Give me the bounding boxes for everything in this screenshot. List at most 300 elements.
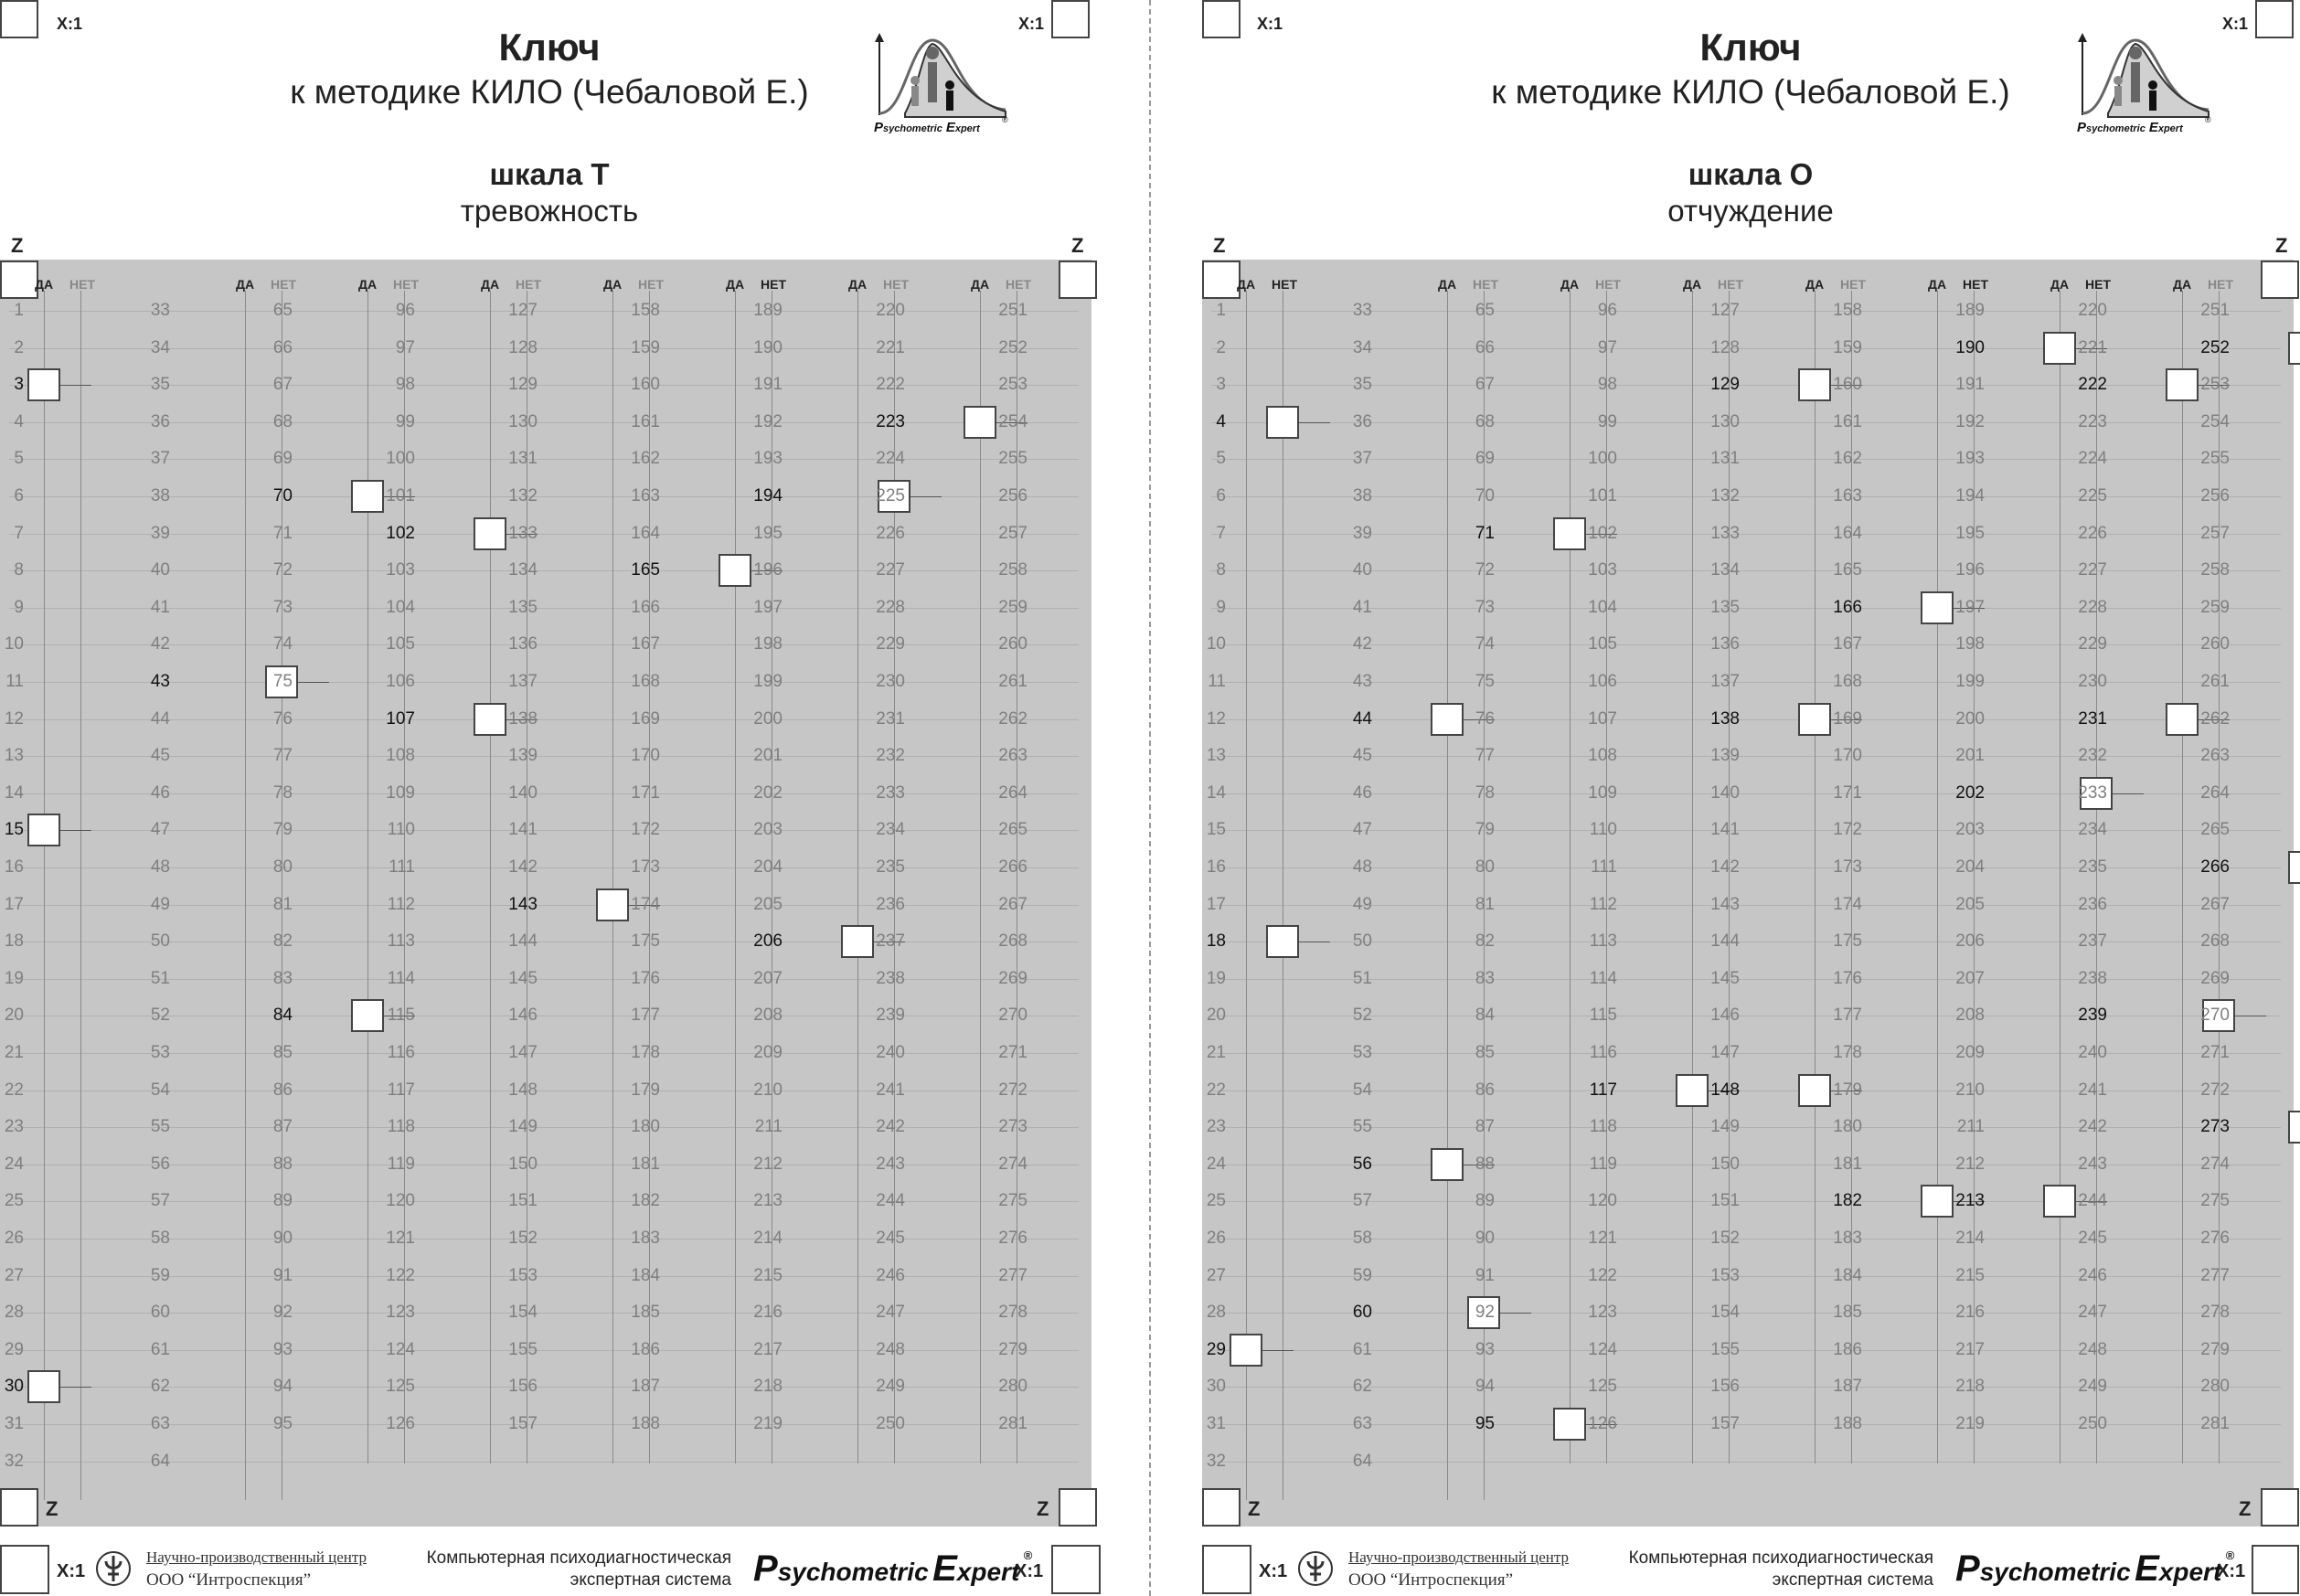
question-number: 162 (631, 449, 660, 468)
question-number: 191 (753, 375, 783, 394)
question-number: 138 (1710, 709, 1740, 729)
question-number: 244 (876, 1191, 905, 1210)
question-number: 196 (1955, 560, 1985, 580)
question-number: 74 (1475, 634, 1495, 654)
question-number: 95 (272, 1414, 293, 1433)
question-number: 193 (1955, 449, 1985, 468)
question-number: 41 (1352, 598, 1372, 617)
question-number: 183 (1833, 1229, 1862, 1248)
question-number: 267 (2200, 895, 2230, 914)
question-number: 234 (2078, 820, 2107, 839)
question-number: 227 (876, 560, 905, 580)
question-number: 68 (1475, 412, 1495, 431)
answer-box-yes[interactable] (2288, 1111, 2300, 1144)
question-number: 143 (508, 895, 538, 914)
question-number: 13 (1206, 746, 1226, 765)
page-title: Ключ (498, 26, 601, 69)
question-number: 201 (1955, 746, 1985, 765)
question-number: 236 (876, 895, 905, 914)
question-number: 102 (1588, 524, 1617, 543)
question-number: 91 (272, 1266, 293, 1285)
question-number: 278 (998, 1303, 1028, 1322)
question-number: 49 (1352, 895, 1372, 914)
question-number: 8 (1216, 560, 1226, 580)
answer-box-yes[interactable] (27, 1370, 60, 1403)
registration-mark-bottom-right (2252, 1545, 2299, 1594)
question-number: 162 (1833, 449, 1862, 468)
question-number: 174 (631, 895, 660, 914)
question-number: 76 (1475, 709, 1495, 729)
column-header-yes: ДА (971, 277, 990, 292)
question-number: 275 (2200, 1191, 2230, 1210)
question-number: 190 (1955, 338, 1985, 357)
column-header-no: НЕТ (638, 277, 664, 292)
question-number: 239 (876, 1005, 905, 1025)
question-number: 79 (272, 820, 293, 839)
question-number: 146 (1710, 1005, 1740, 1025)
question-number: 204 (1955, 857, 1985, 877)
question-number: 125 (1588, 1377, 1617, 1396)
question-number: 163 (631, 486, 660, 505)
answer-stub-line (1500, 1313, 1531, 1314)
question-number: 153 (508, 1266, 538, 1285)
column-header-yes: ДА (1805, 277, 1825, 292)
question-number: 28 (4, 1303, 24, 1322)
question-number: 175 (631, 931, 660, 951)
question-number: 26 (1206, 1229, 1226, 1248)
introspection-emblem-icon (1297, 1548, 1334, 1589)
question-number: 118 (387, 1117, 415, 1136)
question-number: 278 (2200, 1303, 2230, 1322)
question-number: 106 (1588, 672, 1617, 691)
question-number: 214 (753, 1229, 783, 1248)
z-mark-top-right: Z (1071, 234, 1084, 257)
question-number: 120 (1588, 1191, 1617, 1210)
question-number: 10 (4, 634, 24, 654)
question-number: 260 (2200, 634, 2230, 654)
question-number: 118 (1589, 1117, 1617, 1136)
question-number: 173 (631, 857, 660, 877)
question-number: 28 (1206, 1303, 1226, 1322)
question-number: 105 (1588, 634, 1617, 654)
question-number: 113 (387, 931, 415, 951)
question-number: 225 (2078, 486, 2107, 505)
no-column-line (80, 291, 81, 1500)
question-number: 85 (1475, 1043, 1495, 1062)
question-number: 73 (1475, 598, 1495, 617)
scale-label-top-left: X:1 (57, 15, 83, 33)
question-number: 19 (4, 969, 24, 988)
question-number: 164 (631, 524, 660, 543)
question-number: 65 (1475, 301, 1495, 320)
question-number: 155 (508, 1340, 538, 1359)
question-number: 32 (4, 1452, 24, 1471)
question-number: 230 (2078, 672, 2107, 691)
question-number: 159 (631, 338, 660, 357)
question-number: 106 (386, 672, 415, 691)
z-mark-top-right: Z (2275, 234, 2288, 257)
question-number: 241 (876, 1080, 905, 1100)
scale-label-bottom-right: X:1 (1015, 1561, 1044, 1581)
question-number: 265 (998, 820, 1028, 839)
question-number: 6 (14, 486, 24, 505)
question-number: 131 (1710, 449, 1740, 468)
scale-label-bottom-left: X:1 (1259, 1561, 1288, 1581)
question-number: 233 (2078, 783, 2107, 803)
question-number: 155 (1710, 1340, 1740, 1359)
question-number: 192 (753, 412, 783, 431)
question-number: 267 (998, 895, 1028, 914)
question-number: 248 (2078, 1340, 2107, 1359)
yes-column-line (1937, 291, 1938, 1463)
registration-mark-grid-bottom-left (1202, 1488, 1241, 1527)
column-header-no: НЕТ (2208, 277, 2233, 292)
scale-label-top-right: X:1 (2222, 15, 2249, 33)
question-number: 279 (998, 1340, 1028, 1359)
question-number: 260 (998, 634, 1028, 654)
svg-text:PsychometricExpert: Psychometric Expert (2077, 120, 2183, 133)
question-number: 168 (1833, 672, 1862, 691)
question-number: 83 (272, 969, 293, 988)
question-number: 99 (395, 412, 415, 431)
question-number: 46 (150, 783, 170, 803)
question-number: 262 (998, 709, 1028, 729)
question-number: 14 (1206, 783, 1226, 803)
question-number: 217 (1955, 1340, 1985, 1359)
answer-stub-line (1299, 422, 1330, 423)
question-number: 84 (1475, 1005, 1495, 1025)
question-number: 143 (1710, 895, 1740, 914)
question-number: 92 (272, 1303, 293, 1322)
question-number: 60 (1352, 1303, 1372, 1322)
question-number: 76 (272, 709, 293, 729)
question-number: 132 (1710, 486, 1740, 505)
scale-description: отчуждение (1667, 194, 1834, 228)
question-number: 42 (150, 634, 170, 654)
question-number: 171 (1833, 783, 1862, 803)
question-number: 7 (1216, 524, 1226, 543)
question-number: 94 (1475, 1377, 1495, 1396)
question-number: 116 (387, 1043, 415, 1062)
svg-text:®: ® (2205, 115, 2211, 124)
question-number: 240 (876, 1043, 905, 1062)
question-number: 58 (1352, 1229, 1372, 1248)
question-number: 160 (1833, 375, 1862, 394)
question-number: 232 (876, 746, 905, 765)
registration-mark-top-left (0, 0, 38, 38)
question-number: 235 (2078, 857, 2107, 877)
question-number: 122 (1588, 1266, 1617, 1285)
question-number: 112 (1589, 895, 1617, 914)
question-number: 149 (508, 1117, 538, 1136)
question-number: 140 (508, 783, 538, 803)
question-number: 161 (631, 412, 660, 431)
scale-name: шкала Т (489, 157, 610, 191)
question-number: 127 (508, 301, 538, 320)
question-number: 105 (386, 634, 415, 654)
question-number: 124 (386, 1340, 415, 1359)
question-number: 48 (150, 857, 170, 877)
question-number: 33 (1352, 301, 1372, 320)
question-number: 217 (753, 1340, 783, 1359)
column-header-yes: ДА (236, 277, 255, 292)
answer-stub-line (2113, 793, 2144, 794)
answer-box-yes[interactable] (27, 814, 60, 846)
question-number: 126 (386, 1414, 415, 1433)
question-number: 280 (998, 1377, 1028, 1396)
answer-box-yes[interactable] (2288, 332, 2300, 365)
question-number: 254 (998, 412, 1028, 431)
question-number: 232 (2078, 746, 2107, 765)
question-number: 168 (631, 672, 660, 691)
question-number: 113 (1589, 931, 1617, 951)
question-number: 142 (1710, 857, 1740, 877)
question-number: 111 (389, 857, 415, 877)
question-number: 273 (2200, 1117, 2230, 1136)
question-number: 210 (1955, 1080, 1985, 1100)
registration-mark-grid-bottom-left (0, 1488, 38, 1527)
question-number: 126 (1588, 1414, 1617, 1433)
column-header-yes: ДА (1438, 277, 1457, 292)
question-number: 280 (2200, 1377, 2230, 1396)
yes-column-line (1246, 291, 1247, 1500)
column-header-no: НЕТ (271, 277, 296, 292)
answer-stub-line (60, 1387, 91, 1388)
question-number: 194 (1955, 486, 1985, 505)
question-number: 271 (998, 1043, 1028, 1062)
question-number: 253 (998, 375, 1028, 394)
question-number: 153 (1710, 1266, 1740, 1285)
psychometric-expert-logo (868, 33, 1015, 133)
question-number: 7 (14, 524, 24, 543)
question-number: 250 (876, 1414, 905, 1433)
question-number: 78 (272, 783, 293, 803)
question-number: 115 (387, 1005, 415, 1025)
question-number: 51 (150, 969, 170, 988)
question-number: 202 (1955, 783, 1985, 803)
brand-psychometric-expert: Psychometric Expert ® (1955, 1548, 2235, 1589)
question-number: 152 (1710, 1229, 1740, 1248)
yes-column-line (1447, 291, 1448, 1500)
question-number: 258 (998, 560, 1028, 580)
question-number: 17 (4, 895, 24, 914)
question-number: 174 (1833, 895, 1862, 914)
question-number: 54 (1352, 1080, 1372, 1100)
question-number: 5 (14, 449, 24, 468)
question-number: 198 (753, 634, 783, 654)
question-number: 182 (1833, 1191, 1862, 1210)
yes-column-line (245, 291, 246, 1500)
answer-box-yes[interactable] (2288, 851, 2300, 884)
question-number: 139 (1710, 746, 1740, 765)
yes-column-line (367, 291, 368, 1463)
page-title: Ключ (1699, 26, 1802, 69)
question-number: 86 (272, 1080, 293, 1100)
z-mark-bottom-left: Z (46, 1497, 59, 1520)
question-number: 96 (395, 301, 415, 320)
question-number: 101 (386, 486, 415, 505)
question-number: 167 (631, 634, 660, 654)
question-number: 189 (753, 301, 783, 320)
question-number: 40 (150, 560, 170, 580)
registration-mark-top-left (1202, 0, 1241, 38)
question-number: 31 (4, 1414, 24, 1433)
question-number: 139 (508, 746, 538, 765)
answer-box-no[interactable] (1266, 406, 1299, 439)
column-header-no: НЕТ (1473, 277, 1498, 292)
question-number: 216 (753, 1303, 783, 1322)
question-number: 133 (1710, 524, 1740, 543)
question-number: 21 (4, 1043, 24, 1062)
question-number: 251 (2200, 301, 2230, 320)
question-number: 44 (1352, 709, 1372, 729)
question-number: 250 (2078, 1414, 2107, 1433)
question-number: 262 (2200, 709, 2230, 729)
question-number: 177 (1833, 1005, 1862, 1025)
question-number: 114 (387, 969, 415, 988)
question-number: 231 (2078, 709, 2107, 729)
question-number: 269 (2200, 969, 2230, 988)
scale-label-top-left: X:1 (1257, 15, 1283, 33)
question-number: 47 (150, 820, 170, 839)
question-number: 266 (2200, 857, 2230, 877)
question-number: 218 (753, 1377, 783, 1396)
answer-box-no[interactable] (1266, 925, 1299, 958)
question-number: 144 (508, 931, 538, 951)
question-number: 2 (14, 338, 24, 357)
question-number: 228 (2078, 598, 2107, 617)
question-number: 90 (1475, 1229, 1495, 1248)
question-number: 213 (753, 1191, 783, 1210)
question-number: 272 (2200, 1080, 2230, 1100)
registration-mark-grid-top-left (1202, 261, 1241, 299)
question-number: 22 (1206, 1080, 1226, 1100)
question-number: 63 (1352, 1414, 1372, 1433)
question-number: 222 (2078, 375, 2107, 394)
column-header-yes: ДА (358, 277, 378, 292)
question-number: 117 (387, 1080, 415, 1100)
question-number: 171 (631, 783, 660, 803)
answer-box-yes[interactable] (27, 368, 60, 401)
question-number: 201 (753, 746, 783, 765)
question-number: 11 (1208, 672, 1226, 691)
question-number: 61 (1352, 1340, 1372, 1359)
question-number: 31 (1206, 1414, 1226, 1433)
z-mark-bottom-right: Z (2239, 1497, 2252, 1520)
question-number: 65 (272, 301, 293, 320)
question-number: 223 (2078, 412, 2107, 431)
question-number: 42 (1352, 634, 1372, 654)
question-number: 255 (998, 449, 1028, 468)
question-number: 156 (1710, 1377, 1740, 1396)
question-number: 192 (1955, 412, 1985, 431)
question-number: 239 (2078, 1005, 2107, 1025)
question-number: 245 (2078, 1229, 2107, 1248)
question-number: 238 (876, 969, 905, 988)
question-number: 127 (1710, 301, 1740, 320)
question-number: 191 (1955, 375, 1985, 394)
question-number: 276 (998, 1229, 1028, 1248)
question-number: 229 (2078, 634, 2107, 654)
question-number: 52 (1352, 1005, 1372, 1025)
question-number: 91 (1475, 1266, 1495, 1285)
question-number: 36 (1352, 412, 1372, 431)
question-number: 37 (1352, 449, 1372, 468)
question-number: 156 (508, 1377, 538, 1396)
column-header-no: НЕТ (2085, 277, 2111, 292)
scale-description: тревожность (460, 194, 639, 228)
answer-stub-line (60, 385, 91, 386)
answer-box-yes[interactable] (1230, 1334, 1262, 1367)
question-number: 124 (1588, 1340, 1617, 1359)
question-number: 257 (998, 524, 1028, 543)
question-number: 229 (876, 634, 905, 654)
question-number: 45 (1352, 746, 1372, 765)
question-number: 125 (386, 1377, 415, 1396)
z-mark-top-left: Z (1213, 234, 1226, 257)
question-number: 157 (508, 1414, 538, 1433)
question-number: 220 (876, 301, 905, 320)
question-number: 274 (2200, 1154, 2230, 1174)
question-number: 59 (150, 1266, 170, 1285)
question-number: 11 (5, 672, 24, 691)
question-number: 207 (1955, 969, 1985, 988)
question-number: 148 (1710, 1080, 1740, 1100)
question-number: 56 (1352, 1154, 1372, 1174)
question-number: 249 (2078, 1377, 2107, 1396)
question-number: 9 (14, 598, 24, 617)
question-number: 84 (272, 1005, 293, 1025)
question-number: 238 (2078, 969, 2107, 988)
question-number: 81 (1475, 895, 1495, 914)
question-number: 166 (1833, 598, 1862, 617)
question-number: 55 (1352, 1117, 1372, 1136)
question-number: 221 (2078, 338, 2107, 357)
yes-column-line (1692, 291, 1693, 1463)
question-number: 253 (2200, 375, 2230, 394)
question-number: 14 (4, 783, 24, 803)
question-number: 111 (1591, 857, 1617, 877)
question-number: 17 (1206, 895, 1226, 914)
question-number: 128 (1710, 338, 1740, 357)
question-number: 281 (998, 1414, 1028, 1433)
question-number: 93 (1475, 1340, 1495, 1359)
question-number: 137 (508, 672, 538, 691)
question-number: 3 (14, 375, 24, 394)
introspection-emblem-icon (95, 1548, 132, 1589)
question-number: 220 (2078, 301, 2107, 320)
question-number: 147 (1710, 1043, 1740, 1062)
question-number: 52 (150, 1005, 170, 1025)
question-number: 188 (1833, 1414, 1862, 1433)
question-number: 123 (1588, 1303, 1617, 1322)
question-number: 157 (1710, 1414, 1740, 1433)
question-number: 264 (998, 783, 1028, 803)
question-number: 199 (1955, 672, 1985, 691)
question-number: 221 (876, 338, 905, 357)
question-number: 41 (150, 598, 170, 617)
scale-label-bottom-left: X:1 (57, 1561, 86, 1581)
question-number: 210 (753, 1080, 783, 1100)
svg-text:PsychometricExpert: Psychometric Expert (874, 120, 980, 133)
question-number: 149 (1710, 1117, 1740, 1136)
question-number: 179 (631, 1080, 660, 1100)
question-number: 36 (150, 412, 170, 431)
question-number: 194 (753, 486, 783, 505)
question-number: 119 (1589, 1154, 1617, 1174)
question-number: 67 (272, 375, 293, 394)
question-number: 25 (4, 1191, 24, 1210)
